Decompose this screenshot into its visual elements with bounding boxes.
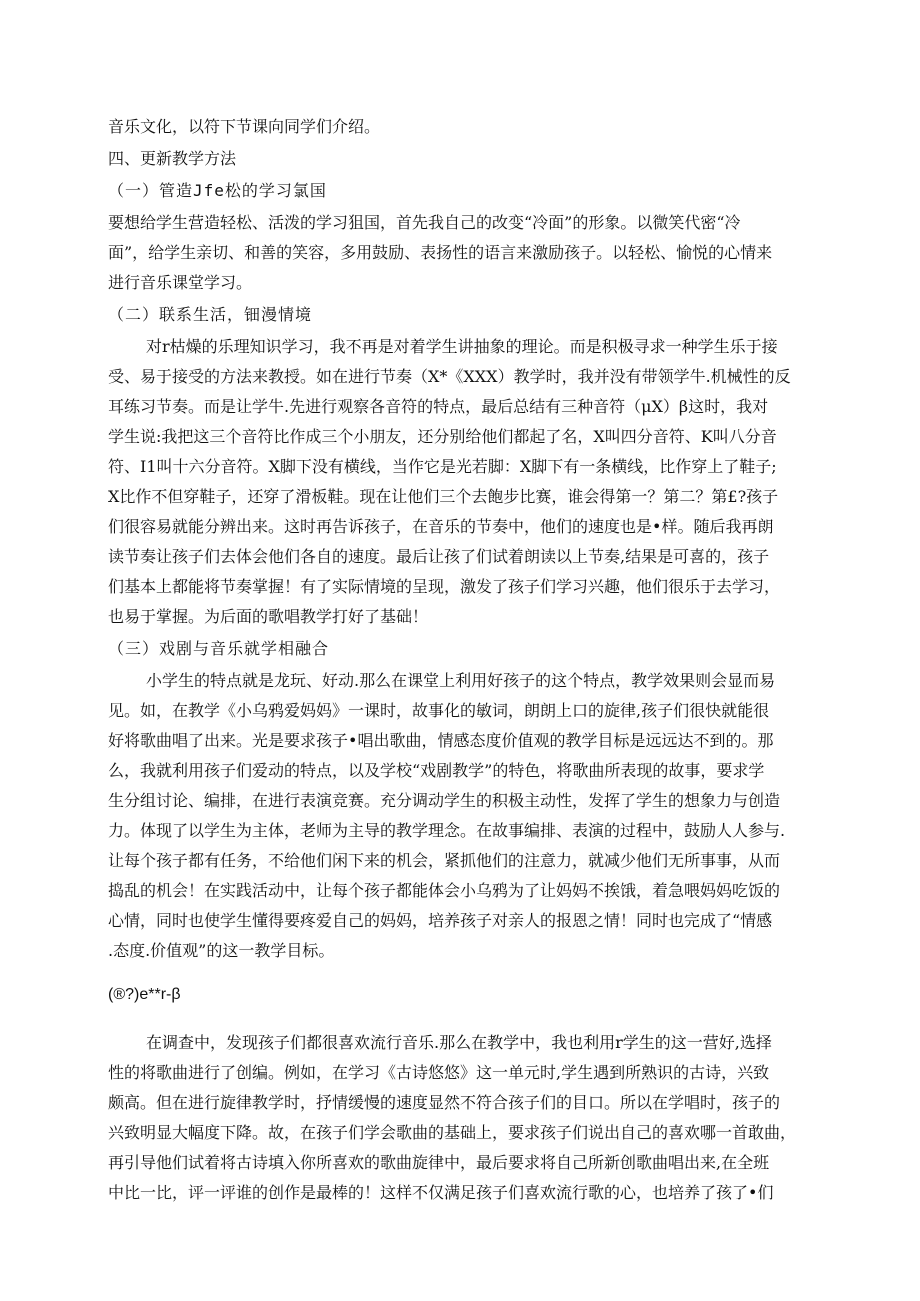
text-line: 小学生的特点就是龙玩、好动.那么在课堂上利用好孩子的这个特点，教学效果则会显而易 [146, 671, 776, 690]
text-line: 让每个孩子都有任务，不给他们闲下来的机会，紧抓他们的注意力，就减少他们无所事事，从而 [108, 851, 781, 870]
text-line: 们基本上都能将节奏掌握！有了实际情境的呈现，激发了孩子们学习兴趣，他们很乐于去学习， [108, 577, 781, 596]
section-heading: 四、更新教学方法 [108, 149, 237, 168]
text-line: 们很容易就能分辨出来。这时再告诉孩子，在音乐的节奏中，他们的速度也是•样。随后我再朗 [108, 517, 774, 536]
text-line: 要想给学生营造轻松、活泼的学习狙国，首先我自己的改变“冷面”的形象。以微笑代密“冷 [108, 213, 741, 232]
subsection-heading: （一）管造Jfe松的学习氯国 [108, 181, 327, 200]
subsection-heading: （二）联系生活，钿漫情境 [108, 305, 313, 324]
text-line: 兴致明显大幅度下降。故，在孩子们学会歌曲的基础上，要求孩子们说出自己的喜欢哪一首敢曲， [108, 1123, 797, 1142]
text-line: 对r枯燥的乐理知识学习，我不再是对着学生讲抽象的理论。而是积极寻求一种学生乐于接 [146, 337, 778, 356]
text-line: 性的将歌曲进行了创编。例如，在学习《古诗悠悠》这一单元时,学生遇到所熟识的古诗，兴致 [108, 1063, 770, 1082]
text-line: 在调查中，发现孩子们都很喜欢流行音乐.那么在教学中，我也利用r学生的这一营好,选择 [146, 1033, 772, 1052]
text-line: 符、I1叫十六分音符。X脚下没有横线，当作它是光若脚：X脚下有一条横线，比作穿上了鞋子; [108, 457, 777, 476]
text-line: 受、易于接受的方法来教授。如在进行节奏（X*《XXX）教学时，我并没有带领学牛.机械性的反 [108, 367, 791, 386]
text-line: 音乐文化，以符下节课向同学们介绍。 [108, 117, 381, 136]
text-line: .态度.价值观”的这一教学目标。 [108, 941, 335, 960]
text-line: 心情，同时也使学生懂得要疼爱自己的妈妈，培养孩子对亲人的报恩之情！同时也完成了“情感 [108, 911, 773, 930]
text-line: 进行音乐课堂学习。 [108, 273, 253, 292]
text-line: 颇高。但在进行旋律教学时，抒情缓慢的速度显然不符合孩子们的目口。所以在学唱时，孩子的 [108, 1093, 781, 1112]
subsection-heading: （三）戏剧与音乐就学相融合 [108, 639, 330, 658]
text-line: 好将歌曲唱了出来。光是要求孩子•唱出歌曲，情感态度价值观的教学目标是远远达不到的。那 [108, 731, 774, 750]
text-line: 见。如，在教学《小乌鸦爱妈妈》一课时，故事化的敏词，朗朗上口的旋律,孩子们很快就能很 [108, 701, 770, 720]
text-line: 也易于掌握。为后面的歌唱教学打好了基础！ [108, 607, 429, 626]
text-line: 么，我就利用孩子们爱动的特点，以及学校“戏剧教学”的特色，将歌曲所表现的故事，要求学 [108, 761, 765, 780]
text-line: 生分组讨论、编排，在进行表演竞赛。充分调动学生的积极主动性，发挥了学生的想象力与创造 [108, 791, 781, 810]
text-line: 学生说:我把这三个音符比作成三个小朋友，还分别给他们都起了名，X叫四分音符、K叫八分音 [108, 427, 777, 446]
text-line: X比作不但穿鞋子，还穿了滑板鞋。现在让他们三个去飽步比赛，谁会得第一？第二？第£?孩子 [108, 487, 779, 506]
text-line: 力。体现了以学生为主体，老师为主导的教学理念。在故事编排、表演的过程中，鼓励人人参与. [108, 821, 786, 840]
text-line: 面”，给学生亲切、和善的笑容，多用鼓励、表扬性的语言来激励孩子。以轻松、愉悦的心情来 [108, 243, 773, 262]
text-line: 捣乱的机会！在实践活动中，让每个孩子都能体会小乌鸦为了让妈妈不挨饿，着急喂妈妈吃饭的 [108, 881, 781, 900]
text-line: 读节奏让孩子们去体会他们各自的速度。最后让孩了们试着朗读以上节奏,结果是可喜的，孩子 [108, 547, 770, 566]
text-line: 再引导他们试着将古诗填入你所喜欢的歌曲旋律中，最后要求将自己所新创歌曲唱出来,在全班 [108, 1153, 770, 1172]
text-line: 中比一比，评一评谁的创作是最棒的！这样不仅满足孩子们喜欢流行歌的心，也培养了孩了•们 [108, 1183, 774, 1202]
subsection-heading: (®?)e**r-β [108, 986, 181, 1003]
text-line: 耳练习节奏。而是让学牛.先进行观察各音符的特点，最后总结有三种音符（μX）β这时，我对 [108, 397, 769, 416]
